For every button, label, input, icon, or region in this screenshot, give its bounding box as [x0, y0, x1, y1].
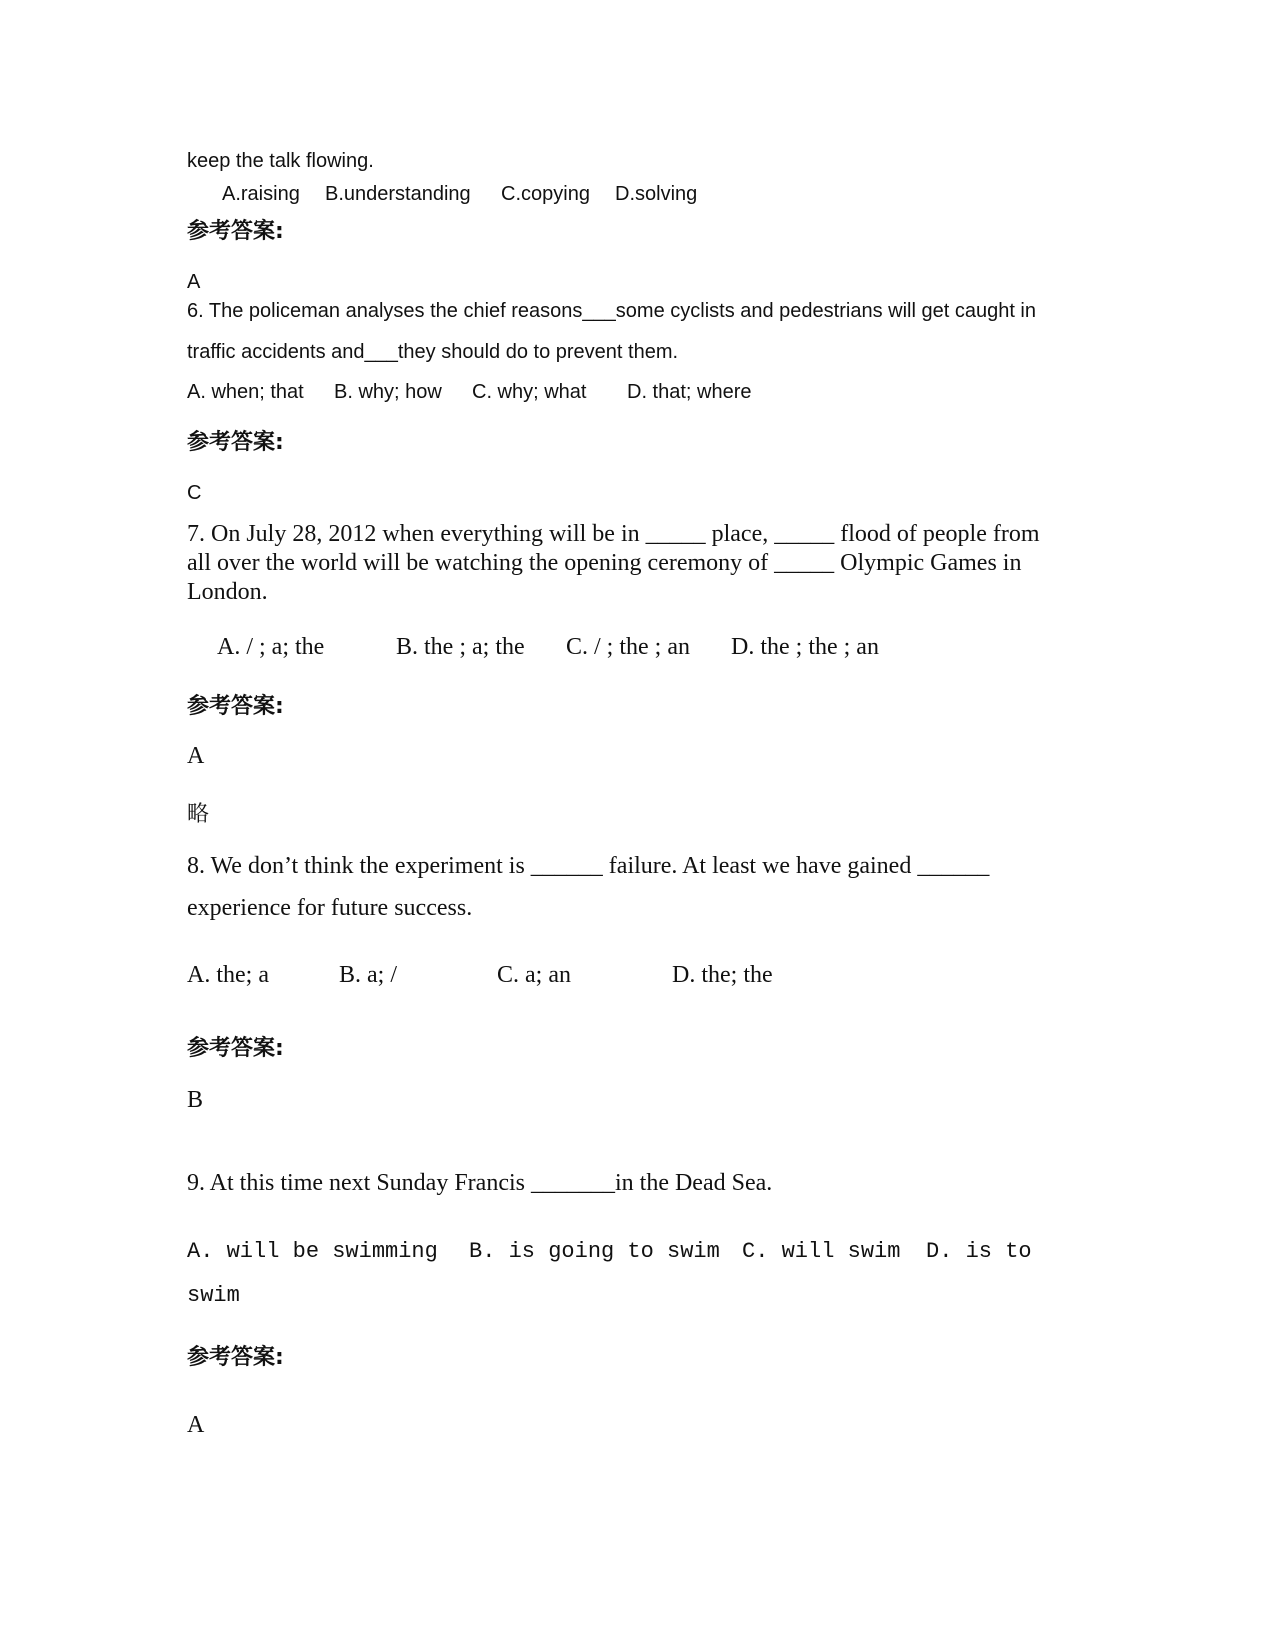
- option-c: C.copying: [501, 183, 590, 205]
- question-5-text: keep the talk flowing.: [187, 150, 374, 172]
- question-9-line-1: 9. At this time next Sunday Francis _______in the Dead Sea.: [187, 1170, 773, 1196]
- option-d: D. the ; the ; an: [731, 634, 879, 660]
- option-b: B.understanding: [325, 183, 471, 205]
- option-d: D. the; the: [672, 962, 773, 988]
- option-b: B. is going to swim: [469, 1239, 720, 1264]
- answer-note: 略: [187, 801, 210, 826]
- option-a: A. will be swimming: [187, 1239, 438, 1264]
- answer-label: 参考答案:: [187, 1036, 284, 1061]
- question-7-options: [0, 634, 1275, 668]
- question-8-line-1: 8. We don’t think the experiment is ______ failure. At least we have gained ______: [187, 853, 990, 879]
- option-b: B. a; /: [339, 962, 397, 988]
- answer-label: 参考答案:: [187, 1345, 284, 1370]
- answer-value: C: [187, 482, 202, 504]
- option-a: A. the; a: [187, 962, 269, 988]
- question-7-line-2: all over the world will be watching the opening ceremony of _____ Olympic Games in: [187, 550, 1022, 576]
- answer-value: A: [187, 743, 205, 769]
- option-a: A.raising: [222, 183, 300, 205]
- answer-value: A: [187, 271, 201, 293]
- option-a: A. / ; a; the: [217, 634, 325, 660]
- question-6-options: [0, 381, 1275, 411]
- question-7-line-3: London.: [187, 579, 268, 605]
- question-9-options: [0, 1239, 1275, 1271]
- question-8-line-2: experience for future success.: [187, 895, 473, 921]
- option-b: B. the ; a; the: [396, 634, 525, 660]
- option-d: D. that; where: [627, 381, 752, 403]
- option-c: C. / ; the ; an: [566, 634, 690, 660]
- answer-label: 参考答案:: [187, 219, 284, 244]
- option-a: A. when; that: [187, 381, 304, 403]
- option-c: C. a; an: [497, 962, 571, 988]
- option-c: C. will swim: [742, 1239, 901, 1264]
- question-5-options: [0, 183, 1275, 213]
- question-6-line-1: 6. The policeman analyses the chief reasons___some cyclists and pedestrians will get caught in: [187, 300, 1036, 322]
- question-7-line-1: 7. On July 28, 2012 when everything will be in _____ place, _____ flood of people from: [187, 521, 1040, 547]
- answer-label: 参考答案:: [187, 430, 284, 455]
- option-c: C. why; what: [472, 381, 587, 403]
- question-9-options-wrap: swim: [187, 1283, 240, 1308]
- option-d: D.solving: [615, 183, 698, 205]
- option-b: B. why; how: [334, 381, 442, 403]
- question-6-line-2: traffic accidents and___they should do to prevent them.: [187, 341, 679, 363]
- option-d: D. is to: [926, 1239, 1032, 1264]
- answer-value: A: [187, 1412, 205, 1438]
- answer-value: B: [187, 1087, 204, 1113]
- answer-label: 参考答案:: [187, 694, 284, 719]
- question-8-options: [0, 962, 1275, 996]
